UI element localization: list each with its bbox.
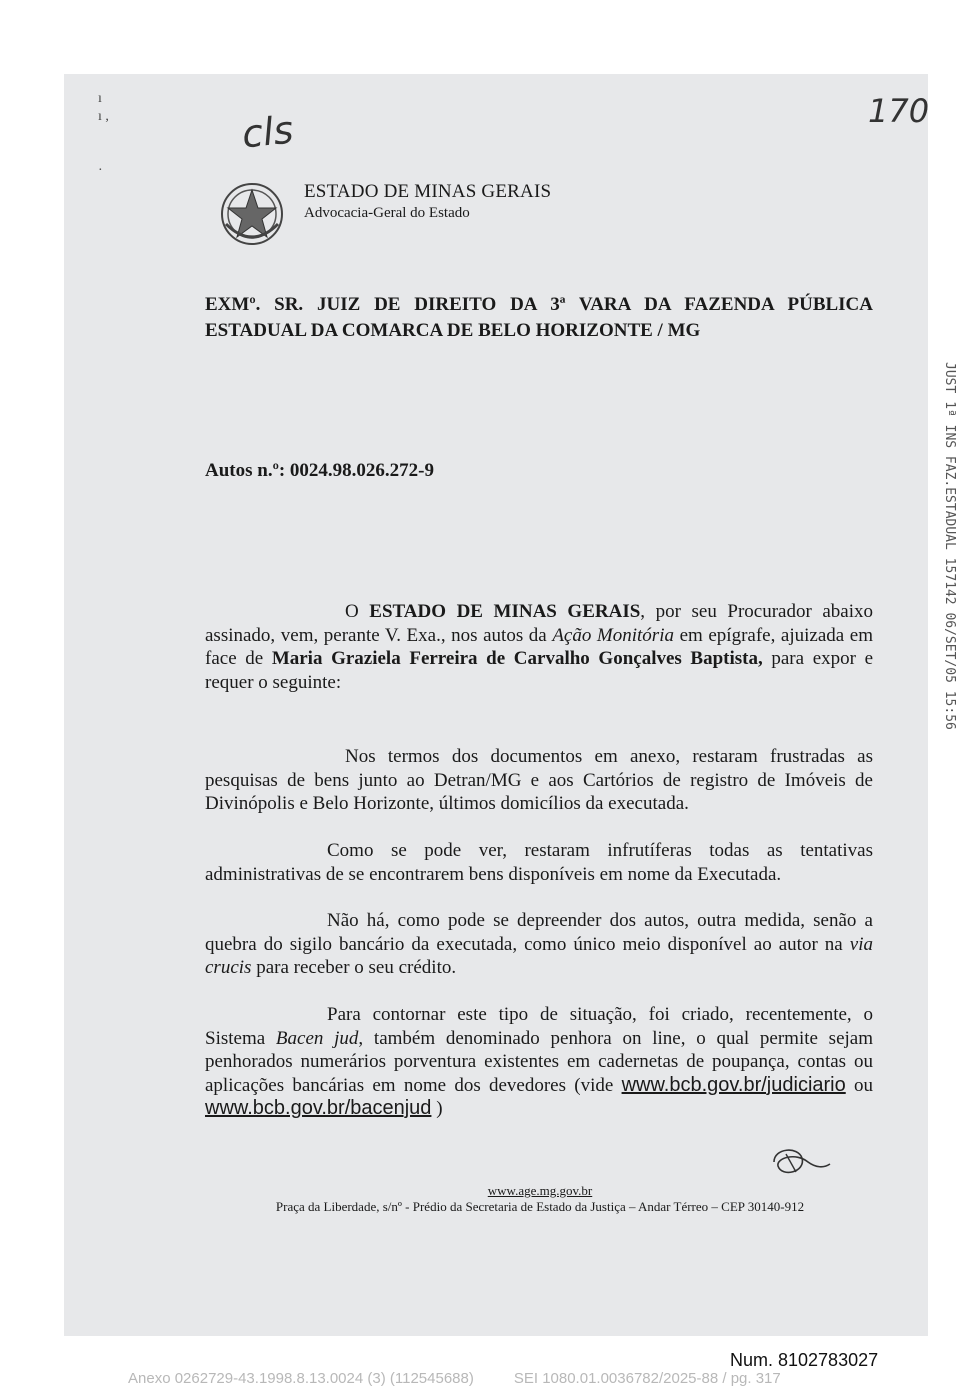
defendant-name: Maria Graziela Ferreira de Carvalho Gonçalves Baptista, bbox=[271, 648, 763, 669]
handwritten-page-number: 170 bbox=[868, 92, 930, 130]
header-department: Advocacia-Geral do Estado bbox=[304, 205, 470, 221]
handwritten-initials: cls bbox=[239, 107, 296, 157]
footer-address: Praça da Liberdade, s/nº - Prédio da Secretaria de Estado da Justiça – Andar Térreo – CEP 30140-912 bbox=[275, 1199, 805, 1214]
sei-reference: SEI 1080.01.0036782/2025-88 / pg. 317 bbox=[513, 1370, 781, 1387]
court-receipt-stamp: JUST 1ª INS FAZ.ESTADUAL 157142 06/SET/05 15:56 bbox=[942, 362, 957, 730]
action-type: Ação Monitória bbox=[552, 624, 674, 646]
footer-website: www.age.mg.gov.br bbox=[487, 1183, 593, 1198]
addressee-line-2: ESTADUAL DA COMARCA DE BELO HORIZONTE / MG bbox=[205, 320, 701, 341]
paragraph-intro: O ESTADO DE MINAS GERAIS, por seu Procurador abaixo assinado, vem, perante V. Exa., nos autos da Ação Monitória em epígrafe, ajuizada em face de Maria Graziela Ferreira de Carvalho Gonçalves Baptista, para expor e requer o seguinte: bbox=[205, 601, 874, 693]
document-number: Num. 8102783027 bbox=[730, 1350, 879, 1370]
party-name-state: ESTADO DE MINAS GERAIS bbox=[369, 601, 641, 622]
paragraph-bank-secrecy: Não há, como pode se depreender dos autos, outra medida, senão a quebra do sigilo bancário da executada, como único meio disponível ao autor na via crucis para receber o seu crédito. bbox=[205, 910, 873, 978]
annex-id: Anexo 0262729-43.1998.8.13.0024 (3) (112545688) bbox=[128, 1370, 474, 1387]
addressee-block bbox=[205, 292, 873, 344]
link-bcb-bacenjud[interactable]: www.bcb.gov.br/bacenjud bbox=[205, 1097, 432, 1119]
case-number: Autos n.º: 0024.98.026.272-9 bbox=[205, 460, 435, 481]
header-state-name: ESTADO DE MINAS GERAIS bbox=[304, 181, 552, 202]
paragraph-bacen-jud: Para contornar este tipo de situação, foi criado, recentemente, o Sistema Bacen jud, também denominado penhora on line, o qual permite sejam penhorados numerários porventura existentes em cadernetas de poupança, contas ou aplicações bancárias em nome dos devedores (vide www.bcb.gov.br/judiciario ou www.bcb.gov.br/bacenjud ) bbox=[205, 1004, 873, 1119]
paragraph-unsuccessful-attempts: Como se pode ver, restaram infrutíferas todas as tentativas administrativas de se encontrarem bens disponíveis em nome da Executada. bbox=[205, 840, 873, 885]
signature-initial-icon bbox=[768, 1142, 834, 1182]
paragraph-frustrated-searches: Nos termos dos documentos em anexo, restaram frustradas as pesquisas de bens junto ao Detran/MG e aos Cartórios de registro de Imóveis de Divinópolis e Belo Horizonte, últimos domicílios da executada. bbox=[205, 746, 873, 814]
margin-marks: ı ı , · bbox=[98, 91, 109, 178]
state-seal-icon bbox=[216, 180, 288, 248]
annex-reference bbox=[128, 1370, 781, 1387]
link-bcb-judiciario[interactable]: www.bcb.gov.br/judiciario bbox=[621, 1073, 846, 1096]
addressee-line-1: EXMº. SR. JUIZ DE DIREITO DA 3ª VARA DA FAZENDA PÚBLICA bbox=[205, 294, 873, 315]
